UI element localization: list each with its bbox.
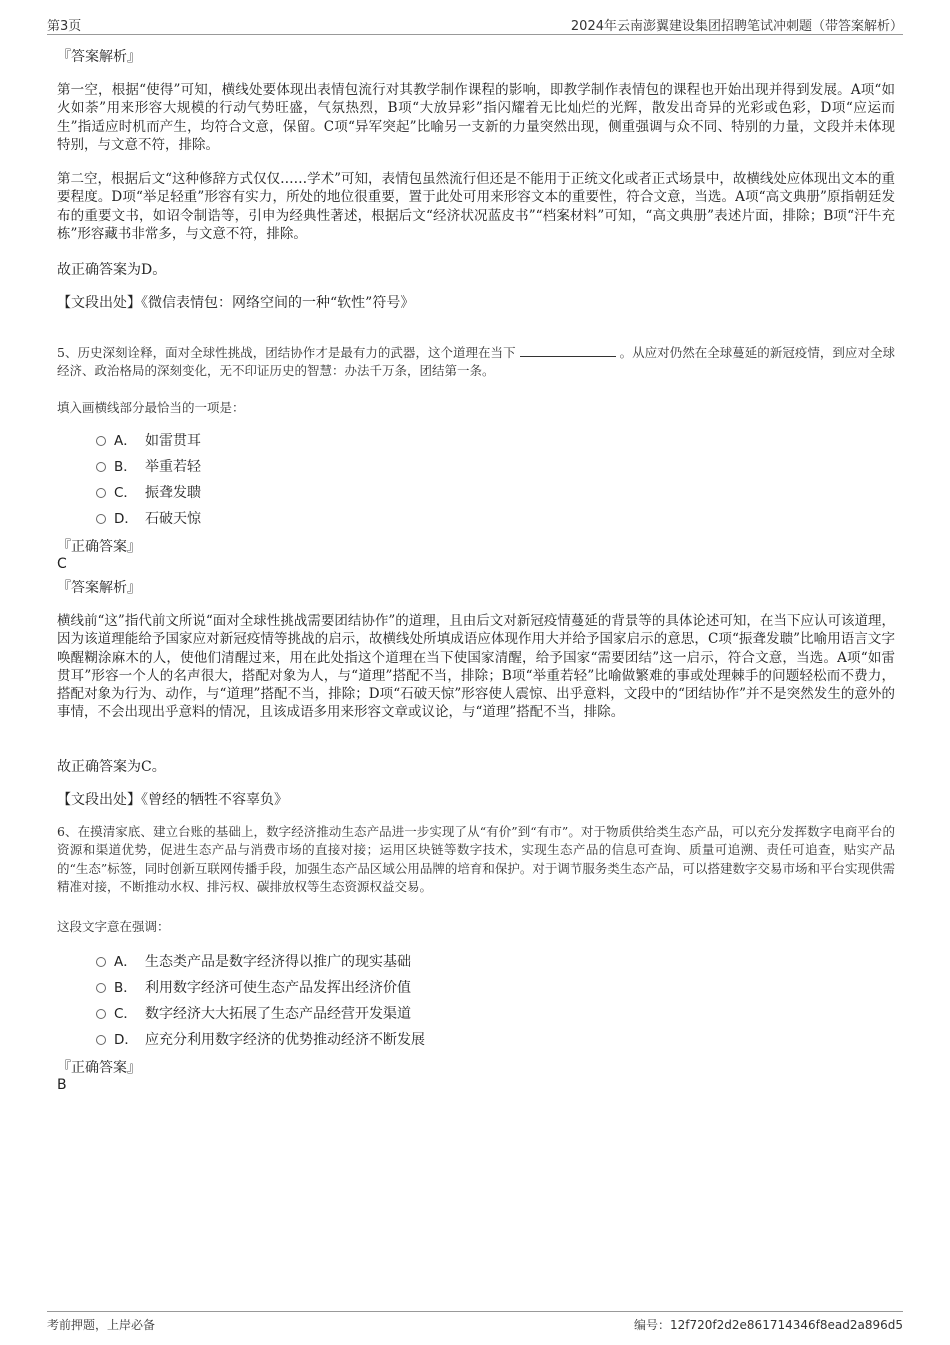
q6-stem: 6、在摸清家底、建立台账的基础上，数字经济推动生态产品进一步实现了从“有价”到“有市”。对于物质供给类生态产品，可以充分发挥数字电商平台的资源和渠道优势，促进生态产品与消费市场的直接对接；运用区块链等数字技术，实现生态产品的信息可查询、质量可追溯、责任可追查，贴实产品的“生态”标签，同时创新互联网传播手段，加强生态产品区域公用品牌的培育和保护。对于调节服务类生态产品，可以搭建数字交易市场和平台实现供需精准对接，不断推动水权、排污权、碳排放权等生态资源权益交易。 — [57, 824, 895, 894]
q5-prompt: 填入画横线部分最恰当的一项是： — [57, 400, 245, 415]
radio-icon[interactable] — [96, 436, 106, 446]
q4-analysis-paragraph-2: 第二空，根据后文“这种修辞方式仅仅……学术”可知，表情包虽然流行但还是不能用于正统文化或者正式场景中，故横线处应体现出文本的重要程度。D项“举足轻重”形容有实力，所处的地位很重要，置于此处可用来形容文本的重要性，符合文意，当选。A项“高文典册”原指朝廷发布的重要文书，如诏令制诰等，引申为经典性著述，根据后文“经济状况蓝皮书”“档案材料”可知，“高文典册”表述片面，排除；B项“汗牛充栋”形容藏书非常多，与文意不符，排除。 — [57, 171, 895, 242]
page-number: 第3页 — [47, 19, 82, 34]
radio-icon[interactable] — [96, 462, 106, 472]
q5-option-a[interactable]: A． 如雷贯耳 — [96, 432, 201, 450]
radio-icon[interactable] — [96, 983, 106, 993]
q5-stem — [57, 344, 895, 381]
q6-option-b[interactable]: B． 利用数字经济可使生态产品发挥出经济价值 — [96, 979, 411, 997]
q5-conclusion: 故正确答案为C。 — [57, 759, 166, 775]
q6-option-c[interactable]: C． 数字经济大大拓展了生态产品经营开发渠道 — [96, 1005, 411, 1023]
q5-correct-answer: C — [57, 556, 67, 572]
q5-option-d[interactable]: D． 石破天惊 — [96, 510, 201, 528]
q6-correct-answer: B — [57, 1077, 67, 1093]
radio-icon[interactable] — [96, 514, 106, 524]
radio-icon[interactable] — [96, 1009, 106, 1019]
q5-analysis: 横线前“这”指代前文所说“面对全球性挑战需要团结协作”的道理，且由后文对新冠疫情蔓延的背景等的具体论述可知，在当下应认可该道理，因为该道理能给予国家应对新冠疫情等挑战的启示，故横线处所填成语应体现作用大并给予国家启示的意思，C项“振聋发聩”比喻用语言文字唤醒糊涂麻木的人，使他们清醒过来，用在此处指这个道理在当下使国家清醒，给予国家“需要团结”这一启示，符合文意，当选。A项“如雷贯耳”形容一个人的名声很大，搭配对象为人，与“道理”搭配不当，排除；B项“举重若轻”比喻做繁难的事或处理棘手的问题轻松而不费力，搭配对象为行为、动作，与“道理”搭配不当，排除；D项“石破天惊”形容使人震惊、出乎意料，文段中的“团结协作”并不是突然发生的意外的事情，不会出现出乎意料的情况，且该成语多用来形容文章或议论，与“道理”搭配不当，排除。 — [57, 613, 895, 721]
radio-icon[interactable] — [96, 488, 106, 498]
q5-option-c[interactable]: C． 振聋发聩 — [96, 484, 201, 502]
q5-stem-after: 。从应对仍然在全球蔓延的新冠疫情，到应对全球经济、政治格局的深刻变化，无不印证历史的智慧：办法千万条，团结第一条。 — [57, 345, 895, 379]
document-title: 2024年云南澎翼建设集团招聘笔试冲刺题（带答案解析） — [570, 19, 903, 34]
page-header — [47, 12, 903, 35]
q4-conclusion: 故正确答案为D。 — [57, 262, 167, 278]
q5-analysis-label: 『答案解析』 — [57, 580, 141, 596]
radio-icon[interactable] — [96, 957, 106, 967]
radio-icon[interactable] — [96, 1035, 106, 1045]
q4-source: 【文段出处】《微信表情包：网络空间的一种“软性”符号》 — [57, 295, 415, 311]
page-footer — [47, 1311, 903, 1334]
q5-blank — [520, 344, 616, 357]
q5-stem-before: 5、历史深刻诠释，面对全球性挑战，团结协作才是最有力的武器，这个道理在当下 — [57, 345, 516, 360]
footer-slogan: 考前押题，上岸必备 — [47, 1318, 156, 1332]
q5-source: 【文段出处】《曾经的牺牲不容辜负》 — [57, 792, 288, 808]
q5-correct-label: 『正确答案』 — [57, 539, 141, 555]
footer-serial: 编号：12f720f2d2e861714346f8ead2a896d5 — [634, 1318, 903, 1332]
q6-prompt: 这段文字意在强调： — [57, 919, 170, 934]
q5-option-b[interactable]: B． 举重若轻 — [96, 458, 201, 476]
q6-option-a[interactable]: A． 生态类产品是数字经济得以推广的现实基础 — [96, 953, 411, 971]
q4-analysis-label: 『答案解析』 — [57, 49, 141, 65]
q6-correct-label: 『正确答案』 — [57, 1060, 141, 1076]
q6-option-d[interactable]: D． 应充分利用数字经济的优势推动经济不断发展 — [96, 1031, 425, 1049]
q4-analysis-paragraph-1: 第一空，根据“使得”可知，横线处要体现出表情包流行对其教学制作课程的影响，即教学制作表情包的课程也开始出现并得到发展。A项“如火如荼”用来形容大规模的行动气势旺盛，气氛热烈，B项“大放异彩”指闪耀着无比灿烂的光辉，散发出奇异的光彩或色彩，D项“应运而生”指适应时机而产生，均符合文意，保留。C项“异军突起”比喻另一支新的力量突然出现，侧重强调与众不同、特别的力量，文段并未体现特别，与文意不符，排除。 — [57, 82, 895, 153]
